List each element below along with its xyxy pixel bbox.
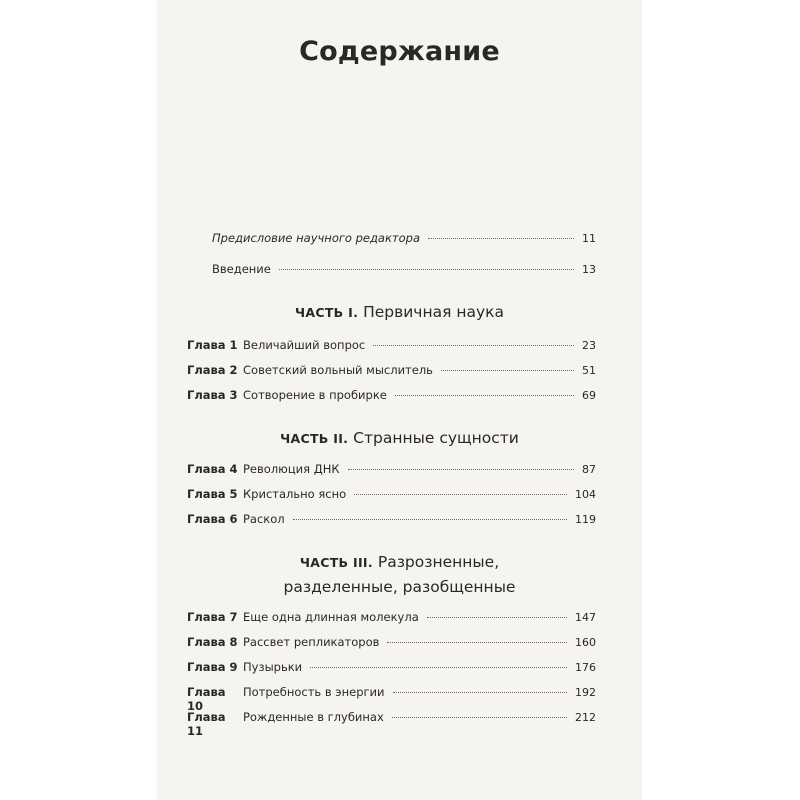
page-title: Содержание — [299, 36, 500, 67]
toc-entry-title: Введение — [212, 262, 271, 276]
chapter-title: Рассвет репликаторов — [243, 635, 380, 649]
part-title: Первичная наука — [363, 303, 505, 321]
dot-leader — [348, 469, 574, 470]
part-label: ЧАСТЬ II. — [280, 431, 349, 446]
part-label: ЧАСТЬ III. — [299, 555, 373, 570]
toc-chapter-row — [187, 610, 596, 630]
chapter-label: Глава 6 — [187, 512, 238, 526]
chapter-title: Революция ДНК — [243, 462, 340, 476]
chapter-title: Сотворение в пробирке — [243, 388, 387, 402]
chapter-title: Кристально ясно — [243, 487, 347, 501]
toc-chapter-row — [187, 512, 596, 532]
dot-leader — [354, 494, 567, 495]
part-title-line-2: разделенные, разобщенные — [283, 578, 516, 596]
toc-chapter-row — [187, 487, 596, 507]
chapter-title: Рожденные в глубинах — [243, 710, 384, 724]
book-page — [157, 0, 642, 800]
chapter-page: 104 — [575, 488, 596, 501]
chapter-page: 212 — [575, 711, 596, 724]
dot-leader — [428, 238, 574, 239]
part-title: Странные сущности — [353, 429, 519, 447]
chapter-label: Глава 11 — [187, 710, 226, 738]
toc-chapter-row — [187, 338, 596, 358]
chapter-page: 160 — [575, 636, 596, 649]
chapter-page: 147 — [575, 611, 596, 624]
chapter-label: Глава 4 — [187, 462, 238, 476]
chapter-title: Величайший вопрос — [243, 338, 366, 352]
chapter-label: Глава 5 — [187, 487, 238, 501]
chapter-title: Раскол — [243, 512, 285, 526]
dot-leader — [427, 617, 567, 618]
toc-entry-title: Предисловие научного редактора — [212, 231, 420, 245]
dot-leader — [395, 395, 574, 396]
chapter-page: 51 — [582, 364, 596, 377]
chapter-label: Глава 1 — [187, 338, 238, 352]
part-heading-2 — [157, 426, 642, 451]
chapter-page: 69 — [582, 389, 596, 402]
part-heading-1 — [157, 300, 642, 325]
toc-chapter-row — [187, 710, 596, 738]
dot-leader — [310, 667, 567, 668]
chapter-label: Глава 7 — [187, 610, 238, 624]
part-title: Разрозненные, — [377, 553, 500, 571]
toc-chapter-row — [187, 635, 596, 655]
toc-entry-page: 11 — [582, 232, 596, 245]
chapter-label: Глава 9 — [187, 660, 238, 674]
dot-leader — [293, 519, 567, 520]
dot-leader — [279, 269, 574, 270]
chapter-title: Потребность в энергии — [243, 685, 385, 699]
chapter-page: 87 — [582, 463, 596, 476]
chapter-title: Советский вольный мыслитель — [243, 363, 433, 377]
chapter-label: Глава 3 — [187, 388, 238, 402]
dot-leader — [392, 717, 567, 718]
chapter-title: Пузырьки — [243, 660, 303, 674]
chapter-page: 23 — [582, 339, 596, 352]
toc-entry-page: 13 — [582, 263, 596, 276]
dot-leader — [393, 692, 568, 693]
toc-chapter-row — [187, 363, 596, 383]
toc-chapter-row — [187, 462, 596, 482]
chapter-page: 119 — [575, 513, 596, 526]
dot-leader — [373, 345, 574, 346]
chapter-page: 176 — [575, 661, 596, 674]
chapter-page: 192 — [575, 686, 596, 699]
part-label: ЧАСТЬ I. — [294, 305, 359, 320]
dot-leader — [441, 370, 574, 371]
part-heading-3 — [157, 550, 642, 599]
toc-chapter-row — [187, 660, 596, 680]
dot-leader — [387, 642, 567, 643]
toc-chapter-row — [187, 388, 596, 408]
chapter-label: Глава 10 — [187, 685, 226, 713]
toc-entry-preface — [212, 231, 596, 251]
chapter-label: Глава 8 — [187, 635, 238, 649]
toc-entry-introduction — [212, 262, 596, 282]
chapter-label: Глава 2 — [187, 363, 238, 377]
chapter-title: Еще одна длинная молекула — [243, 610, 419, 624]
toc-chapter-row — [187, 685, 596, 713]
